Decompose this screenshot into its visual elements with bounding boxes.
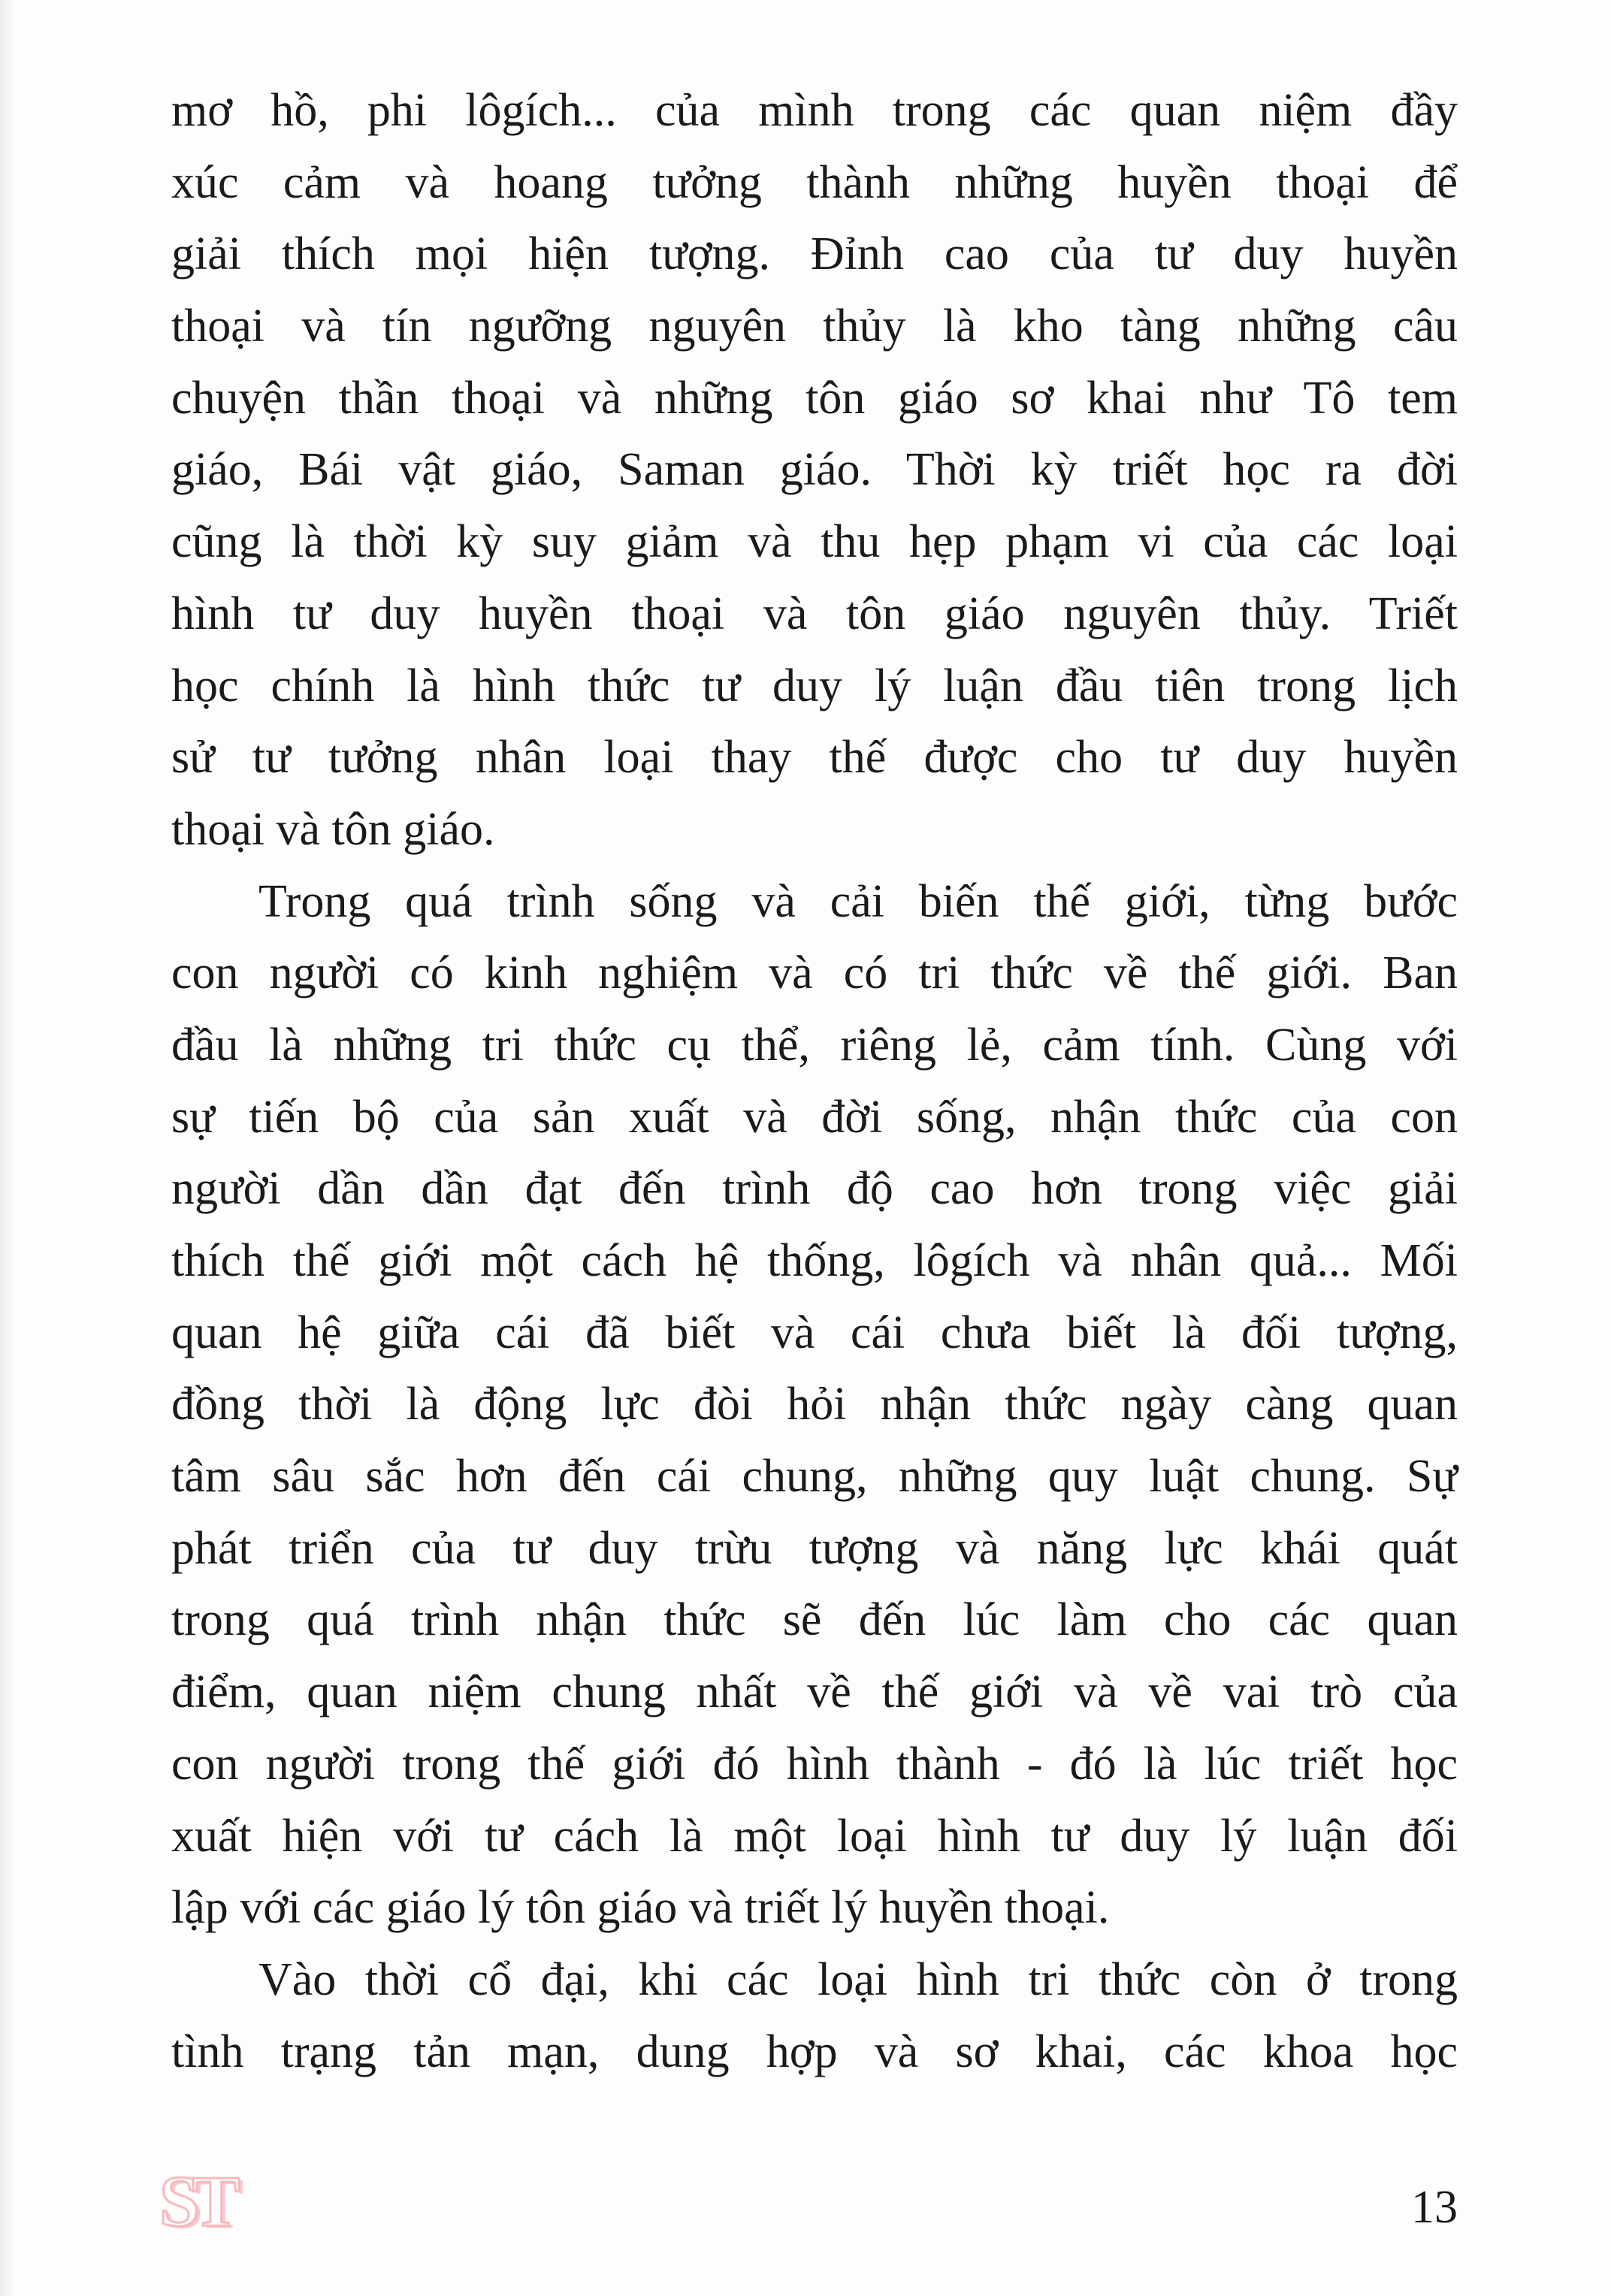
text-line: chuyện thần thoại và những tôn giáo sơ khai như Tô tem xyxy=(171,372,1458,424)
text-line: con người trong thế giới đó hình thành - đó là lúc triết học xyxy=(171,1738,1458,1790)
paragraph xyxy=(171,866,1458,1944)
text-line: Trong quá trình sống và cải biến thế giới, từng bước xyxy=(258,875,1458,927)
text-line: đầu là những tri thức cụ thể, riêng lẻ, cảm tính. Cùng với xyxy=(171,1019,1458,1071)
text-line: thoại và tín ngưỡng nguyên thủy là kho tàng những câu xyxy=(171,301,1458,352)
paragraph xyxy=(171,1944,1458,2088)
text-line: giáo, Bái vật giáo, Saman giáo. Thời kỳ triết học ra đời xyxy=(171,444,1458,496)
text-line: tình trạng tản mạn, dung hợp và sơ khai, các khoa học xyxy=(171,2026,1458,2077)
text-line: phát triển của tư duy trừu tượng và năng lực khái quát xyxy=(171,1522,1458,1574)
text-line: giải thích mọi hiện tượng. Đỉnh cao của tư duy huyền xyxy=(171,228,1458,280)
paragraph xyxy=(171,75,1458,866)
page-number: 13 xyxy=(1411,2182,1458,2233)
body-text xyxy=(171,75,1458,2088)
text-line: đồng thời là động lực đòi hỏi nhận thức ngày càng quan xyxy=(171,1379,1458,1430)
text-line: sử tư tưởng nhân loại thay thế được cho tư duy huyền xyxy=(171,732,1458,784)
text-line: Vào thời cổ đại, khi các loại hình tri thức còn ở trong xyxy=(258,1953,1458,2005)
text-line: học chính là hình thức tư duy lý luận đầu tiên trong lịch xyxy=(171,660,1458,711)
text-line: quan hệ giữa cái đã biết và cái chưa biết là đối tượng, xyxy=(171,1307,1458,1358)
text-line: xuất hiện với tư cách là một loại hình tư duy lý luận đối xyxy=(171,1810,1458,1862)
page-edge-shadow xyxy=(0,0,17,2296)
text-line: điểm, quan niệm chung nhất về thế giới và về vai trò của xyxy=(171,1666,1458,1718)
text-line: tâm sâu sắc hơn đến cái chung, những quy luật chung. Sự xyxy=(171,1451,1458,1503)
text-line: người dần dần đạt đến trình độ cao hơn trong việc giải xyxy=(171,1163,1458,1215)
text-line: thoại và tôn giáo. xyxy=(171,803,495,855)
text-line: sự tiến bộ của sản xuất và đời sống, nhận thức của con xyxy=(171,1091,1458,1143)
text-line: lập với các giáo lý tôn giáo và triết lý huyền thoại. xyxy=(171,1882,1110,1934)
text-line: con người có kinh nghiệm và có tri thức về thế giới. Ban xyxy=(171,947,1458,999)
text-line: hình tư duy huyền thoại và tôn giáo nguyên thủy. Triết xyxy=(171,588,1458,639)
text-line: thích thế giới một cách hệ thống, lôgích và nhân quả... Mối xyxy=(171,1235,1458,1286)
publisher-logo: ST xyxy=(159,2161,233,2241)
text-line: mơ hồ, phi lôgích... của mình trong các quan niệm đầy xyxy=(171,85,1458,136)
text-line: cũng là thời kỳ suy giảm và thu hẹp phạm vi của các loại xyxy=(171,516,1458,568)
text-line: trong quá trình nhận thức sẽ đến lúc làm cho các quan xyxy=(171,1594,1458,1646)
text-line: xúc cảm và hoang tưởng thành những huyền thoại để xyxy=(171,156,1458,208)
